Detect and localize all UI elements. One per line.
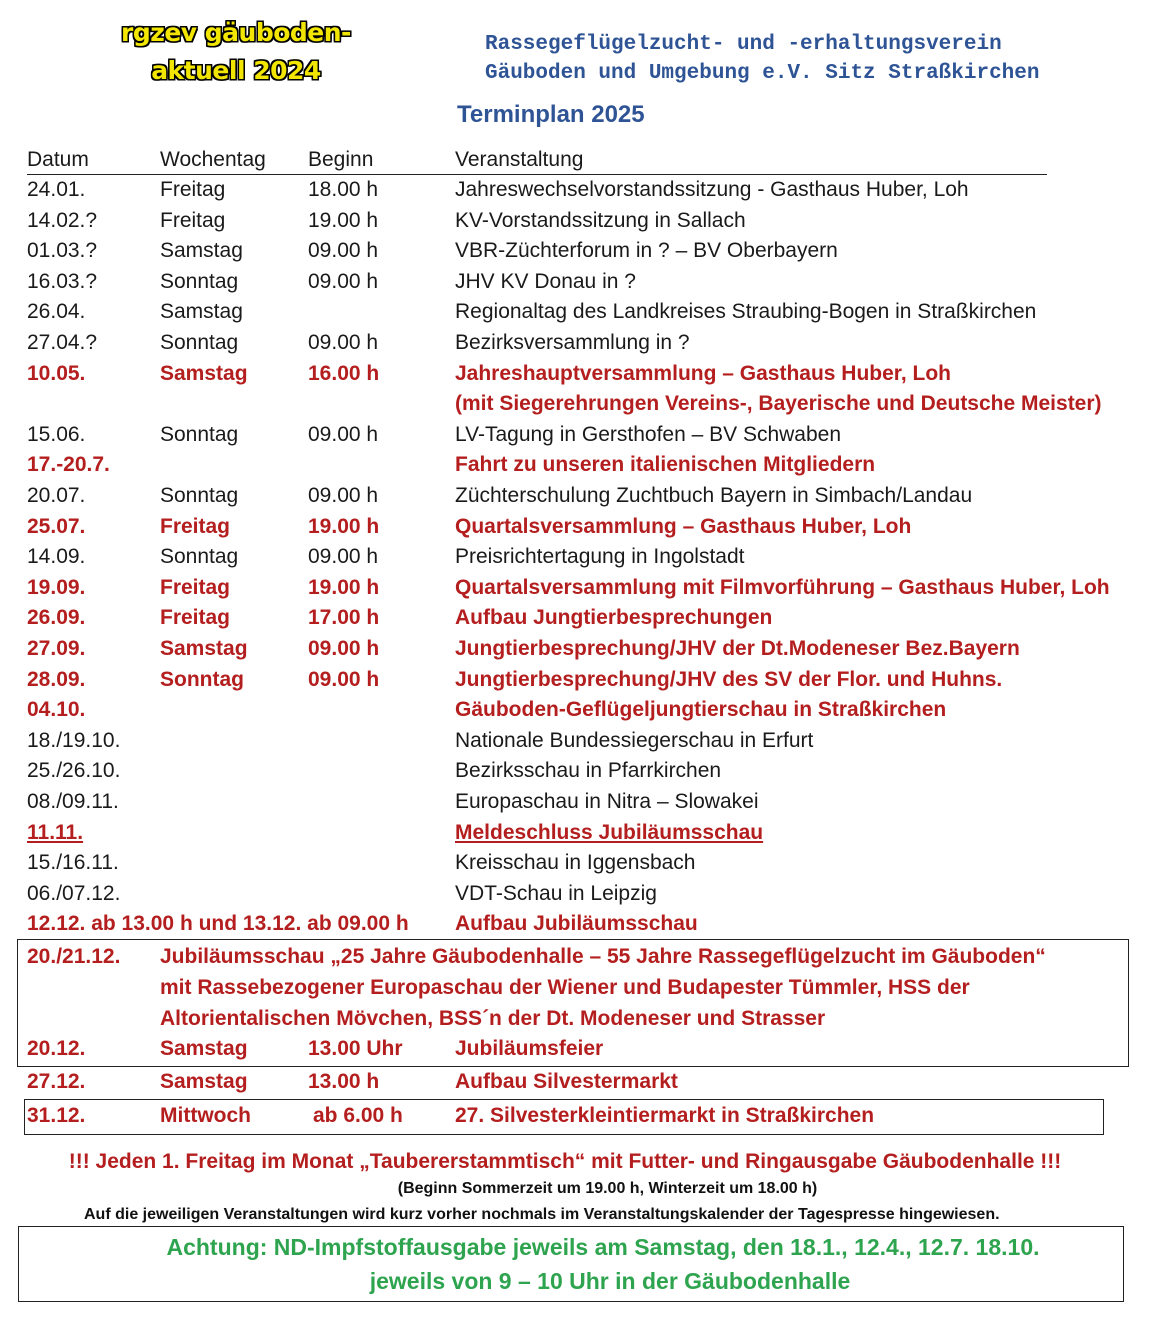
event-title: JHV KV Donau in ? <box>455 270 636 293</box>
setup-start: 13.00 h <box>308 1070 380 1093</box>
party-start: 13.00 Uhr <box>308 1037 403 1060</box>
event-weekday: Freitag <box>160 515 231 538</box>
event-date: 25./26.10. <box>27 759 121 782</box>
event-start: 19.00 h <box>308 209 379 232</box>
event-title: Regionaltag des Landkreises Straubing-Bogen in Straßkirchen <box>455 300 1037 323</box>
jubilee-date: 20./21.12. <box>27 945 121 968</box>
jubilee-party-row <box>0 1037 1162 1067</box>
party-weekday: Samstag <box>160 1037 248 1060</box>
event-weekday: Sonntag <box>160 484 239 507</box>
club-name-line-2: Gäuboden und Umgebung e.V. Sitz Straßkirchen <box>485 62 1040 85</box>
event-title: Bezirksschau in Pfarrkirchen <box>455 759 722 782</box>
event-date: 18./19.10. <box>27 729 121 752</box>
event-weekday: Samstag <box>160 239 243 262</box>
event-start: 09.00 h <box>308 668 380 691</box>
logo-line-2: aktuell 2024 <box>151 56 321 85</box>
event-date: 27.04.? <box>27 331 98 354</box>
event-start: 09.00 h <box>308 331 379 354</box>
silvester-weekday: Mittwoch <box>160 1104 251 1127</box>
event-title: Quartalsversammlung mit Filmvorführung – Gasthaus Huber, Loh <box>455 576 1110 599</box>
table-row <box>0 851 1162 881</box>
table-row <box>0 790 1162 820</box>
event-date: 25.07. <box>27 515 86 538</box>
club-name-line-1: Rassegeflügelzucht- und -erhaltungsverein <box>485 33 1002 56</box>
table-row <box>0 423 1162 453</box>
vaccine-line-1: Achtung: ND-Impfstoffausgabe jeweils am Samstag, den 18.1., 12.4., 12.7. 18.10. <box>166 1234 1040 1260</box>
jubilee-row <box>0 976 1162 1006</box>
table-row <box>0 637 1162 667</box>
event-title: VDT-Schau in Leipzig <box>455 882 657 905</box>
table-row <box>0 729 1162 759</box>
event-date: 28.09. <box>27 668 86 691</box>
press-note: Auf die jeweiligen Veranstaltungen wird kurz vorher nochmals im Veranstaltungskalender der Tagespresse hingewiesen. <box>84 1206 1000 1223</box>
table-row <box>0 453 1162 483</box>
silvester-start: ab 6.00 h <box>313 1104 403 1127</box>
event-start: 17.00 h <box>308 606 380 629</box>
header-underline <box>27 174 1047 175</box>
table-row <box>0 300 1162 330</box>
event-weekday: Sonntag <box>160 668 244 691</box>
event-date: 14.02.? <box>27 209 98 232</box>
table-row <box>0 209 1162 239</box>
club-name <box>485 30 1040 88</box>
party-date: 20.12. <box>27 1037 86 1060</box>
event-title: Aufbau Jungtierbesprechungen <box>455 606 773 629</box>
event-title: LV-Tagung in Gersthofen – BV Schwaben <box>455 423 842 446</box>
table-row <box>0 912 1162 942</box>
event-title: Meldeschluss Jubiläumsschau <box>455 821 764 844</box>
jubilee-line-3: Altorientalischen Mövchen, BSS´n der Dt. Modeneser und Strasser <box>160 1007 826 1030</box>
header-start: Beginn <box>308 148 374 171</box>
table-row <box>0 484 1162 514</box>
event-date: 15.06. <box>27 423 86 446</box>
event-title: Züchterschulung Zuchtbuch Bayern in Simbach/Landau <box>455 484 973 507</box>
table-row <box>0 698 1162 728</box>
event-weekday: Freitag <box>160 606 231 629</box>
vaccine-line-2: jeweils von 9 – 10 Uhr in der Gäubodenhalle <box>369 1268 851 1294</box>
event-start: 16.00 h <box>308 362 380 385</box>
jubilee-row <box>0 1007 1162 1037</box>
jubilee-row <box>0 945 1162 975</box>
event-start: 09.00 h <box>308 423 379 446</box>
event-date: 15./16.11. <box>27 851 119 874</box>
event-title: Kreisschau in Iggensbach <box>455 851 696 874</box>
table-row <box>0 759 1162 789</box>
event-weekday: Freitag <box>160 576 231 599</box>
event-date: 26.04. <box>27 300 86 323</box>
page-title: Terminplan 2025 <box>457 101 645 128</box>
event-title: Aufbau Jubiläumsschau <box>455 912 698 935</box>
silvester-event: 27. Silvesterkleintiermarkt in Straßkirchen <box>455 1104 875 1127</box>
event-title: KV-Vorstandssitzung in Sallach <box>455 209 746 232</box>
event-weekday: Sonntag <box>160 423 239 446</box>
jubilee-line-2: mit Rassebezogener Europaschau der Wiener und Budapester Tümmler, HSS der <box>160 976 970 999</box>
table-row <box>0 239 1162 269</box>
table-row <box>0 362 1162 392</box>
table-row <box>0 606 1162 636</box>
stammtisch-note: !!! Jeden 1. Freitag im Monat „Taubererstammtisch“ mit Futter- und Ringausgabe Gäubodenhalle !!! <box>68 1150 1062 1173</box>
event-date: 16.03.? <box>27 270 98 293</box>
club-logo <box>96 14 376 90</box>
event-title: Jungtierbesprechung/JHV des SV der Flor. und Huhns. <box>455 668 1003 691</box>
table-row <box>0 515 1162 545</box>
setup-weekday: Samstag <box>160 1070 248 1093</box>
event-date: 08./09.11. <box>27 790 119 813</box>
event-date: 20.07. <box>27 484 86 507</box>
logo-line-1: rgzev gäuboden- <box>121 18 351 47</box>
jubilee-title: Jubiläumsschau „25 Jahre Gäubodenhalle – 55 Jahre Rassegeflügelzucht im Gäuboden“ <box>160 945 1046 968</box>
event-title: VBR-Züchterforum in ? – BV Oberbayern <box>455 239 838 262</box>
table-row <box>0 331 1162 361</box>
setup-date: 27.12. <box>27 1070 86 1093</box>
event-title: Bezirksversammlung in ? <box>455 331 690 354</box>
event-date: 14.09. <box>27 545 86 568</box>
event-start: 09.00 h <box>308 545 379 568</box>
event-weekday: Samstag <box>160 362 248 385</box>
event-start: 18.00 h <box>308 178 379 201</box>
times-note: (Beginn Sommerzeit um 19.00 h, Winterzeit um 18.00 h) <box>397 1180 818 1197</box>
event-date: 12.12. ab 13.00 h und 13.12. ab 09.00 h <box>27 912 409 935</box>
table-row <box>0 576 1162 606</box>
event-title: Quartalsversammlung – Gasthaus Huber, Loh <box>455 515 912 538</box>
table-row <box>0 178 1162 208</box>
event-date: 06./07.12. <box>27 882 121 905</box>
table-row <box>0 668 1162 698</box>
event-weekday: Samstag <box>160 300 243 323</box>
event-weekday: Freitag <box>160 178 226 201</box>
header-event: Veranstaltung <box>455 148 584 171</box>
party-event: Jubiläumsfeier <box>455 1037 604 1060</box>
event-date: 19.09. <box>27 576 86 599</box>
setup-event: Aufbau Silvestermarkt <box>455 1070 678 1093</box>
silvester-row <box>0 1104 1162 1134</box>
setup-row <box>0 1070 1162 1100</box>
event-weekday: Sonntag <box>160 545 239 568</box>
table-row <box>0 392 1162 422</box>
event-date: 11.11. <box>27 821 84 844</box>
event-title: Jahreshauptversammlung – Gasthaus Huber, Loh <box>455 362 951 385</box>
event-start: 09.00 h <box>308 270 379 293</box>
event-title: Preisrichtertagung in Ingolstadt <box>455 545 745 568</box>
event-title: Jahreswechselvorstandssitzung - Gasthaus Huber, Loh <box>455 178 969 201</box>
table-row <box>0 545 1162 575</box>
event-title: Europaschau in Nitra – Slowakei <box>455 790 759 813</box>
event-date: 24.01. <box>27 178 86 201</box>
header-date: Datum <box>27 148 89 171</box>
event-weekday: Freitag <box>160 209 226 232</box>
event-title: (mit Siegerehrungen Vereins-, Bayerische und Deutsche Meister) <box>455 392 1102 415</box>
event-start: 09.00 h <box>308 484 379 507</box>
event-title: Fahrt zu unseren italienischen Mitgliedern <box>455 453 876 476</box>
event-start: 09.00 h <box>308 637 380 660</box>
event-start: 09.00 h <box>308 239 379 262</box>
event-start: 19.00 h <box>308 576 380 599</box>
event-title: Jungtierbesprechung/JHV der Dt.Modeneser Bez.Bayern <box>455 637 1020 660</box>
event-title: Gäuboden-Geflügeljungtierschau in Straßkirchen <box>455 698 947 721</box>
table-row <box>0 821 1162 851</box>
event-weekday: Sonntag <box>160 270 239 293</box>
table-row <box>0 882 1162 912</box>
event-date: 04.10. <box>27 698 86 721</box>
event-title: Nationale Bundessiegerschau in Erfurt <box>455 729 814 752</box>
event-date: 17.-20.7. <box>27 453 110 476</box>
event-start: 19.00 h <box>308 515 380 538</box>
header-weekday: Wochentag <box>160 148 266 171</box>
event-weekday: Samstag <box>160 637 248 660</box>
event-date: 01.03.? <box>27 239 98 262</box>
event-date: 10.05. <box>27 362 86 385</box>
silvester-date: 31.12. <box>27 1104 86 1127</box>
event-weekday: Sonntag <box>160 331 239 354</box>
event-date: 27.09. <box>27 637 86 660</box>
event-date: 26.09. <box>27 606 86 629</box>
table-row <box>0 270 1162 300</box>
